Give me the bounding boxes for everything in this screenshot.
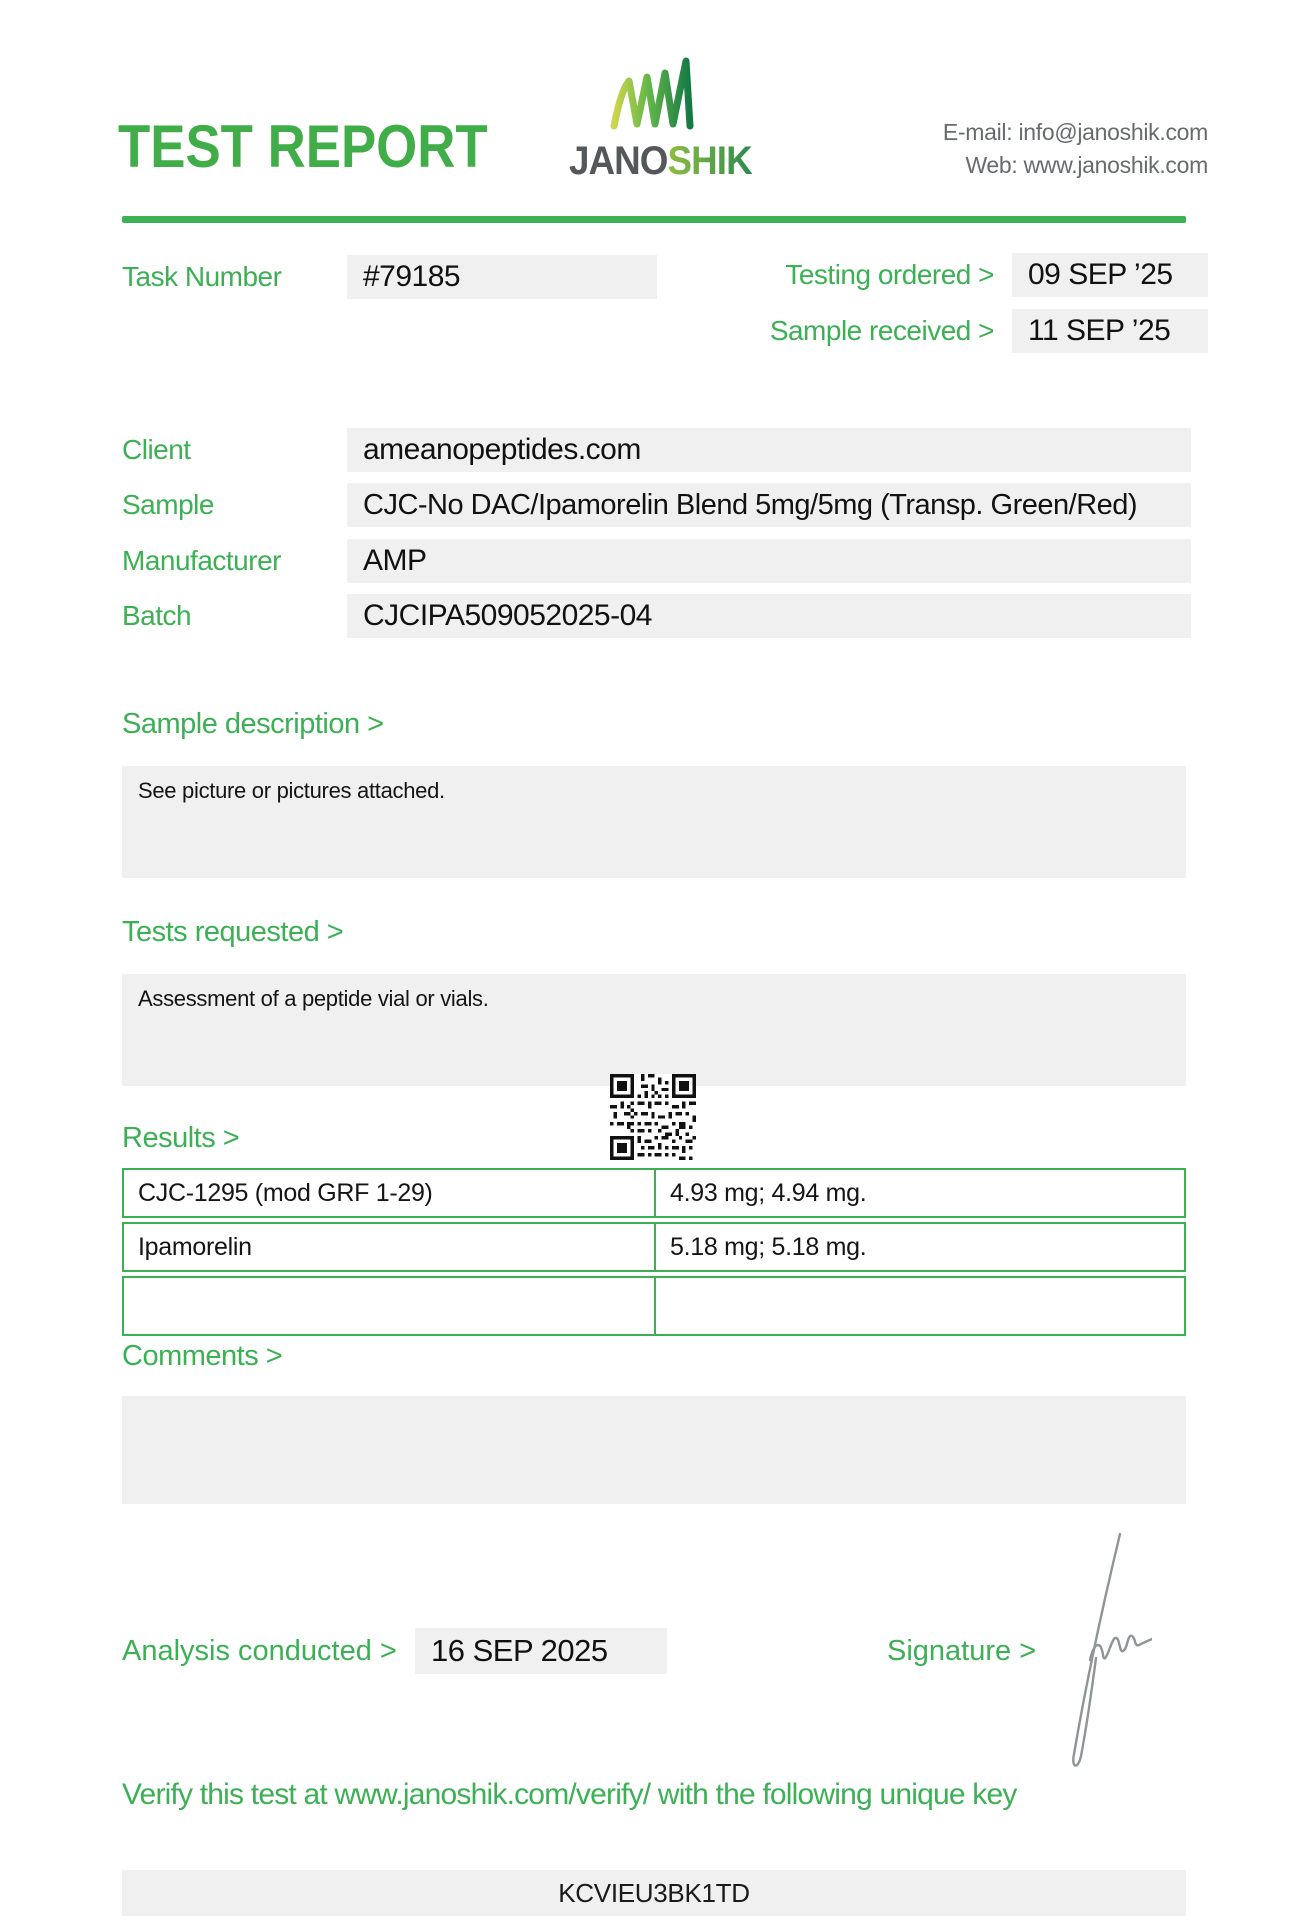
result-name	[124, 1278, 654, 1334]
tests-requested-box	[122, 974, 1186, 1086]
web-value: www.janoshik.com	[1023, 152, 1208, 178]
batch-value: CJCIPA509052025-04	[347, 594, 1191, 638]
result-value: 4.93 mg; 4.94 mg.	[654, 1170, 1184, 1216]
verify-text: Verify this test at www.janoshik.com/verify/ with the following unique key	[122, 1778, 1017, 1811]
email-value: info@janoshik.com	[1018, 119, 1208, 145]
batch-label: Batch	[122, 600, 192, 631]
result-name: CJC-1295 (mod GRF 1-29)	[138, 1178, 433, 1207]
logo-text-jano: JANO	[568, 139, 668, 183]
comments-box	[122, 1396, 1186, 1504]
header-divider	[122, 216, 1186, 223]
web-label: Web:	[965, 152, 1018, 178]
analysis-conducted-value: 16 SEP 2025	[415, 1628, 667, 1674]
testing-ordered-value: 09 SEP ’25	[1012, 253, 1208, 297]
sample-value: CJC-No DAC/Ipamorelin Blend 5mg/5mg (Transp. Green/Red)	[347, 483, 1191, 527]
unique-key-value: KCVIEU3BK1TD	[122, 1870, 1186, 1916]
results-table	[122, 1168, 1186, 1336]
janoshik-logo	[540, 52, 780, 184]
sample-description-text: See picture or pictures attached.	[138, 778, 445, 803]
sample-description-box	[122, 766, 1186, 878]
result-value	[654, 1278, 1184, 1334]
tests-requested-text: Assessment of a peptide vial or vials.	[138, 986, 489, 1011]
comments-heading: Comments >	[122, 1340, 283, 1372]
signature-label: Signature >	[887, 1635, 1037, 1667]
table-row	[122, 1276, 1186, 1336]
tests-requested-heading: Tests requested >	[122, 916, 344, 948]
logo-text-shik: SHIK	[667, 139, 752, 183]
email-label: E-mail:	[942, 119, 1013, 145]
manufacturer-label: Manufacturer	[122, 545, 281, 576]
analysis-conducted-label: Analysis conducted >	[122, 1635, 397, 1667]
logo-chart-icon	[604, 52, 716, 137]
sample-label: Sample	[122, 489, 214, 520]
table-row	[122, 1168, 1186, 1218]
contact-block	[943, 116, 1208, 182]
testing-ordered-row	[708, 253, 1208, 297]
qr-code-image	[610, 1074, 696, 1160]
task-number-label: Task Number	[122, 261, 282, 292]
page-title: TEST REPORT	[118, 113, 488, 180]
contact-web-line	[943, 149, 1208, 182]
sample-description-heading: Sample description >	[122, 708, 384, 740]
table-row	[122, 1222, 1186, 1272]
sample-received-value: 11 SEP ’25	[1012, 309, 1208, 353]
signature-image	[1046, 1526, 1152, 1776]
task-number-value: #79185	[347, 255, 657, 299]
sample-received-row	[708, 309, 1208, 353]
sample-received-label: Sample received >	[769, 315, 994, 346]
testing-ordered-label: Testing ordered >	[785, 259, 994, 290]
manufacturer-value: AMP	[347, 539, 1191, 583]
result-name: Ipamorelin	[138, 1232, 252, 1261]
contact-email-line	[943, 116, 1208, 149]
client-label: Client	[122, 434, 191, 465]
result-value: 5.18 mg; 5.18 mg.	[654, 1224, 1184, 1270]
results-heading: Results >	[122, 1122, 240, 1154]
client-value: ameanopeptides.com	[347, 428, 1191, 472]
logo-wordmark	[569, 139, 752, 184]
